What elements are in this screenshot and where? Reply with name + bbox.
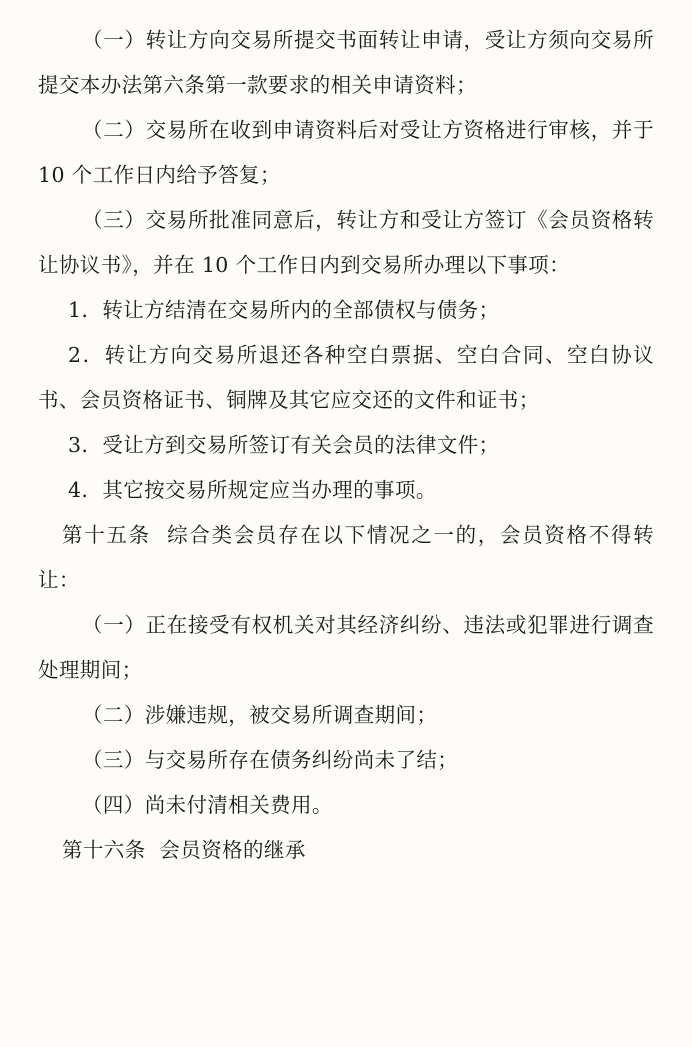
paragraph-article-15-item-4: （四）尚未付清相关费用。 bbox=[82, 793, 333, 817]
paragraph-article-16-heading: 第十六条 会员资格的继承 bbox=[62, 838, 306, 862]
paragraph-sub-item-2-return-documents: 2．转让方向交易所退还各种空白票据、空白合同、空白协议书、会员资格证书、铜牌及其它应交还的文件和证书； bbox=[38, 343, 654, 412]
paragraph-sub-item-1-settle-debts: 1．转让方结清在交易所内的全部债权与债务； bbox=[68, 298, 500, 322]
paragraph-sub-item-3-legal-documents: 3．受让方到交易所签订有关会员的法律文件； bbox=[68, 433, 500, 457]
paragraph-item-2-qualification-review: （二）交易所在收到申请资料后对受让方资格进行审核，并于 10 个工作日内给予答复； bbox=[38, 118, 661, 187]
paragraph-item-3-agreement-signing: （三）交易所批准同意后，转让方和受让方签订《会员资格转让协议书》，并在 10 个工作日内到交易所办理以下事项： bbox=[38, 208, 654, 277]
paragraph-item-1-transfer-application: （一）转让方向交易所提交书面转让申请，受让方须向交易所提交本办法第六条第一款要求的相关申请资料； bbox=[38, 28, 654, 97]
document-body bbox=[38, 18, 661, 873]
paragraph-sub-item-4-other-matters: 4．其它按交易所规定应当办理的事项。 bbox=[68, 478, 437, 502]
paragraph-article-15-item-1: （一）正在接受有权机关对其经济纠纷、违法或犯罪进行调查处理期间； bbox=[38, 613, 654, 682]
paragraph-article-15-item-3: （三）与交易所存在债务纠纷尚未了结； bbox=[82, 748, 459, 772]
paragraph-article-15-heading: 第十五条 综合类会员存在以下情况之一的，会员资格不得转让： bbox=[38, 523, 654, 592]
paragraph-article-15-item-2: （二）涉嫌违规，被交易所调查期间； bbox=[82, 703, 438, 727]
